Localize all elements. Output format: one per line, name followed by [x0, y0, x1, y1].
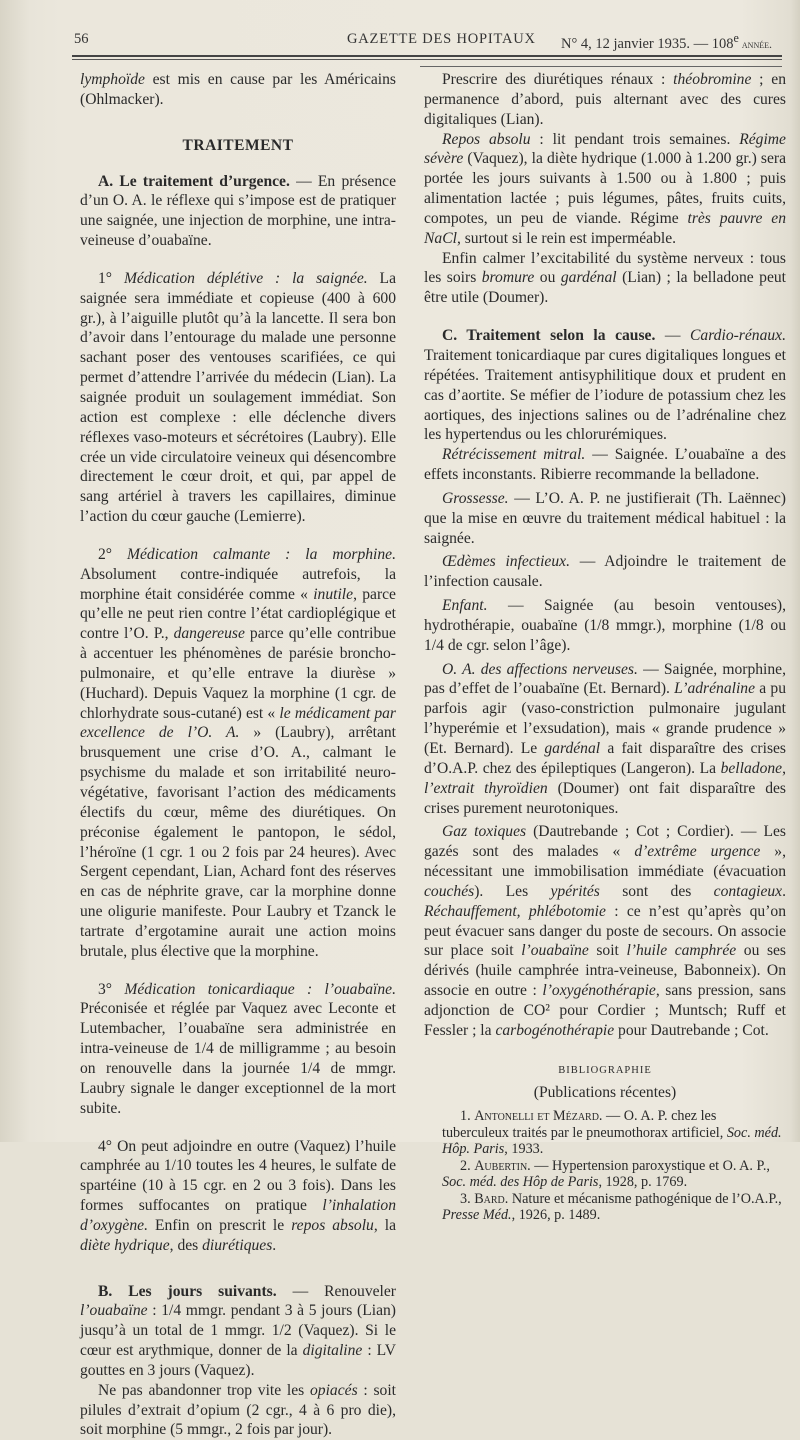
column-rule — [420, 66, 782, 67]
bibliography-heading: BIBLIOGRAPHIE — [558, 1064, 652, 1076]
paragraph: Ne pas abandonner trop vite les opiacés : soit pilules d’extrait d’opium (2 cgr., 4 à 6 pro die), soit morphine (5 mmgr., 2 fois par jour). — [80, 1381, 396, 1439]
paragraph: Prescrire des diurétiques rénaux : théobromine ; en permanence d’abord, puis alternant avec des cures digitaliques (Lian). — [424, 71, 786, 128]
page-number: 56 — [74, 31, 89, 47]
journal-title: GAZETTE DES HOPITAUX — [347, 31, 536, 47]
page-header — [74, 28, 778, 52]
paragraph: O. A. des affections nerveuses. — Saignée, morphine, pas d’effet de l’ouabaïne (Et. Bernard). L’adrénaline a pu parfois agir (vaso-constriction pulmonaire jugulant l’hyperémie et l’exsudation), mais « grande prudence » (Et. Bernard). Le gardénal a fait disparaître des crises d’O.A.P. chez des épileptiques (Langeron). La belladone, l’extrait thyroïdien (Doumer) ont fait disparaître des crises purement neurotoniques. — [424, 660, 787, 817]
reference-item: 2. Aubertin. — Hypertension paroxystique et O. A. P., Soc. méd. des Hôp de Paris, 1928, p. 1769. — [442, 1157, 770, 1191]
paragraph: 1° Médication déplétive : la saignée. La saignée sera immédiate et copieuse (400 à 600 gr.), à l’aiguille plutôt qu’à la lancette. Il sera bon d’avoir dans l’entourage du malade une personne sachant poser des ventouses scarifiées, ce qui permet d’attendre l’arrivée du médecin (Lian). La saignée produit un soulagement immédiat. Son action est complexe : elle déclenche divers réflexes vaso-moteurs et sécrétoires (Laubry). Elle crée un vide circulatoire veineux qui désencombre directement le cœur droit, et qui, par appel de sang artériel à travers les capillaires, diminue l’action du cœur gauche (Lemierre). — [80, 269, 396, 526]
paragraph: Grossesse. — L’O. A. P. ne justifierait (Th. Laënnec) que la mise en œuvre du traitement médical habituel : la saignée. — [424, 489, 786, 547]
paragraph: B. Les jours suivants. — Renouveler l’ouabaïne : 1/4 mmgr. pendant 3 à 5 jours (Lian) jusqu’à un total de 1 mmgr. 1/2 (Vaquez). Si le cœur est arythmique, donner de la digitaline : LV gouttes en 3 jours (Vaquez). — [80, 1282, 397, 1379]
section-heading: TRAITEMENT — [182, 136, 294, 154]
paragraph: Gaz toxiques (Dautrebande ; Cot ; Cordier). — Les gazés sont des malades « d’extrême urgence », nécessitant une immobilisation immédiate (évacuation couchés). Les ypérités sont des contagieux. Réchauffement, phlébotomie : ce n’est qu’après qu’on peut évacuer sans danger du poste de secours. On associe sur place soit l’ouabaïne soit l’huile camphrée ou ses dérivés (huile camphrée intra-veineuse, Babonneix). On associe en outre : l’oxygénothérapie, sans pression, sans adjonction de CO² pour Cordier ; Muntsch; Ruff et Fessler ; la carbogénothérapie pour Dautrebande ; Cot. — [424, 823, 787, 1039]
bibliography-subheading: (Publications récentes) — [533, 1083, 677, 1101]
reference-item: 1. Antonelli et Mézard. — O. A. P. chez les tuberculeux traités par le pneumothorax artificiel, Soc. méd. Hôp. Paris, 1933. — [442, 1108, 782, 1158]
issue-info: N° 4, 12 janvier 1935. — 108e année. — [560, 31, 772, 52]
paragraph: lymphoïde est mis en cause par les Américains (Ohlmacker). — [80, 71, 396, 108]
right-column — [424, 70, 786, 1224]
paragraph: Enfant. — Saignée (au besoin ventouses), hydrothérapie, ouabaïne (1/8 mmgr.), morphine (1/8 ou 1/4 de cgr. selon l’âge). — [424, 597, 786, 654]
paragraph: C. Traitement selon la cause. — Cardio-rénaux. Traitement tonicardiaque par cures digitaliques longues et répétées. Traitement antisyphilitique doux et prudent en cas d’aortite. Se méfier de l’iodure de potassium chez les aortiques, des injections salines ou de l’adrénaline chez les hypertendus ou les chlorurémiques. — [424, 327, 787, 444]
header-rule-thin — [72, 59, 782, 60]
header-rule — [72, 55, 782, 57]
paragraph: 3° Médication tonicardiaque : l’ouabaïne. Préconisée et réglée par Vaquez avec Leconte et Lutembacher, l’ouabaïne sera administrée en intra-veineuse de 1/4 de milligramme ; au besoin on renouvelle dans la journée 1/4 de mmgr. Laubry signale le danger exceptionnel de la mort subite. — [80, 980, 396, 1117]
paragraph: A. Le traitement d’urgence. — En présence d’un O. A. le réflexe qui s’impose est de pratiquer une saignée, une injection de morphine, une intra-veineuse d’ouabaïne. — [80, 172, 396, 250]
reference-item: 3. Bard. Nature et mécanisme pathogénique de l’O.A.P., Presse Méd., 1926, p. 1489. — [442, 1190, 782, 1224]
paragraph: 4° On peut adjoindre en outre (Vaquez) l’huile camphrée au 1/10 toutes les 4 heures, le sulfate de spartéine (10 à 15 cgr. en 2 ou 3 fois). Dans les formes suffocantes on pratique l’inhalation d’oxygène. Enfin on prescrit le repos absolu, la diète hydrique, des diurétiques. — [80, 1137, 396, 1254]
paragraph: Enfin calmer l’excitabilité du système nerveux : tous les soirs bromure ou gardénal (Lian) ; la belladone peut être utile (Doumer). — [424, 249, 787, 307]
paragraph: Œdèmes infectieux. — Adjoindre le traitement de l’infection causale. — [424, 553, 787, 591]
paragraph: Rétrécissement mitral. — Saignée. L’ouabaïne a des effets inconstants. Ribierre recommande la belladone. — [424, 446, 786, 484]
paragraph: Repos absolu : lit pendant trois semaines. Régime sévère (Vaquez), la diète hydrique (1.000 à 1.200 gr.) sera portée les jours suivants à 1.500 ou à 1.800 ; puis alimentation lactée ; puis légumes, pâtes, fruits cuits, compotes, un peu de viande. Régime très pauvre en NaCl, surtout si le rein est imperméable. — [424, 130, 786, 247]
left-column — [80, 70, 396, 1440]
paragraph: 2° Médication calmante : la morphine. Absolument contre-indiquée autrefois, la morphine était considérée comme « inutile, parce qu’elle ne peut rien contre l’état cardioplégique et contre l’O. P., dangereuse parce qu’elle contribue à accentuer les phénomènes de parésie broncho-pulmonaire, et qu’elle entrave la diurèse » (Huchard). Depuis Vaquez la morphine (1 cgr. de chlorhydrate sous-cutané) est « le médicament par excellence de l’O. A. » (Laubry), arrêtant brusquement une crise d’O. A., calmant le psychisme du malade et son irritabilité neuro-végétative, favorisant l’action des médicaments électifs du cœur, même des diurétiques. On préconise également le pantopon, le sédol, l’héroïne (1 cgr. 1 ou 2 fois par 24 heures). Avec Sergent cependant, Lian, Achard font des réserves en cas de néphrite grave, car la morphine donne une oligurie manifeste. Pour Laubry et Tzanck le tartrate d’ergotamine aurait une action moins brutale, plus élective que la morphine. — [80, 545, 397, 960]
